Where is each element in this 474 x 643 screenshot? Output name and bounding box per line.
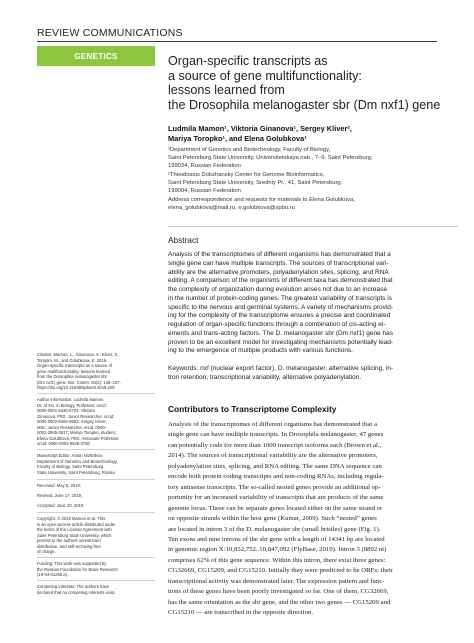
affiliation-line: ²Theodosius Dobzhansky Center for Genome Bioinformatics, (168, 171, 325, 178)
author-info-line: 0002-2965-3617; Mariya Toropko, student; (37, 430, 116, 436)
author-line: Mariya Toropko¹, and Elena Golubkova¹ (168, 134, 307, 144)
affiliation-line: 199034, Russian Federation (168, 163, 241, 170)
body-line: CG32669, CG15209, and CG15210. Initially they were predicted to be ORFs; their (168, 567, 393, 575)
author-list (168, 124, 458, 145)
received-date: Received: May 6, 2019; (37, 483, 81, 488)
sidebar-divider (37, 449, 155, 450)
editor-line: Faculty of Biology, Saint Petersburg (37, 464, 104, 470)
body-line: encode both protein coding transcripts and non-coding RNAs, including regula- (168, 473, 384, 481)
citation-line: (Dm nxf1) gene. Bio. Comm. 64(2): 146–157. (37, 379, 121, 385)
sidebar-copyright (37, 516, 155, 555)
funding-line: (19-04-01255 a). (37, 572, 69, 578)
editor-line: Manuscript Editor: Anton Nizhnikov, (37, 453, 103, 458)
author-info-line: Ginanova, PhD, Junior Researcher, orcid: (37, 413, 115, 419)
citation-line: from the Drosophila melanogaster sbr (37, 374, 108, 380)
body-line: tory antisense transcripts. The so-called nested genes provide an additional op- (168, 483, 381, 491)
body-line: genome locus. These can be separate genes located either on the same strand or (168, 504, 383, 512)
body-line: transcriptional activity was demonstrated later. The expression pattern and func- (168, 577, 385, 585)
body-line: can potentially code for more than 1000 transcript isoforms each (Brown et al., (168, 441, 382, 449)
funding-line: the Russian Foundation for Basic Research (37, 566, 118, 572)
body-line: in genomic region X:10,832,752..10,847,092 (FlyBase, 2019). Intron 3 (8892 nt) (168, 546, 387, 554)
affiliation-line: ¹Department of Genetics and Biotechnology, Faculty of Biology, (168, 147, 331, 153)
keywords (168, 365, 458, 383)
body-line: are located in intron 3 of the D. melanogaster sbr (small bristles) gene (Fig. 1). (168, 525, 381, 533)
editor-line: Department of Genetics and Biotechnology, (37, 458, 118, 464)
body-line: 2014). The sources of transcriptional variability are the alternative promoters, (168, 452, 378, 460)
affiliation-line: Saint Petersburg State University, Sredniy Pr., 41, Saint Petersburg, (168, 179, 343, 186)
affiliation-line: Saint Petersburg State University, Universitetskaya nab., 7–9, Saint Petersburg, (168, 155, 373, 162)
author-info-line: Elena Golubkova, PhD, Associate Professor, (37, 435, 120, 441)
author-info-line: MSc, Junior Researcher, orcid: 0000- (37, 424, 107, 430)
copyright-line: the terms of the License Agreement with (37, 527, 112, 533)
title-line: Organ-specific transcripts as (168, 54, 328, 68)
citation-doi-link[interactable]: https://doi.org/10.21638/spbu03.2019.206 (37, 385, 115, 391)
abstract-text (168, 251, 458, 356)
abstract-line: Analysis of the transcriptomes of different organisms has demonstrated that a (168, 251, 391, 258)
correspondence-email[interactable]: elena_golubkova@mail.ru, e.golubkova@spbu.ru (168, 205, 295, 212)
affiliations (168, 146, 458, 195)
citation-line: Toropko, M., and Golubkova, E. 2019. (37, 357, 108, 363)
sidebar-dates (37, 483, 155, 489)
citation-line: Citation: Mamon, L., Ginanova, V., Kliver, S., (37, 352, 120, 357)
title-line: a source of gene multifunctionality: (168, 68, 362, 83)
title-line: the Drosophila melanogaster sbr (Dm nxf1) gene (168, 97, 441, 112)
sidebar-dates (37, 493, 155, 499)
abstract-line: specific to the nervous and germinal systems. A variety of mechanisms provid- (168, 303, 394, 311)
revised-date: Revised: June 17, 2019; (37, 493, 83, 498)
abstract-line: ing for the complexity of the transcriptome ensures a precise and coordinated (168, 312, 391, 320)
funding-line: Funding: This work was supported by (37, 561, 107, 566)
sidebar-divider (37, 512, 155, 513)
abstract-line: in the number of protein-coding genes. The greatest variability of transcripts is (168, 294, 392, 302)
abstract-line: editing. A comparison of the organisms of different taxa has demonstrated that (168, 277, 393, 285)
citation-line: gene multifunctionality: lessons learned (37, 368, 111, 374)
abstract-line: regulation of organ-specific functions through a combination of cis-acting el- (168, 321, 386, 328)
abstract-line: ability are the alternative promoters, polyadenylation sites, splicing, and RNA (168, 268, 389, 276)
copyright-line: of charge. (37, 549, 56, 555)
sidebar-manuscript-editor (37, 453, 155, 475)
sidebar-divider (37, 479, 155, 480)
journal-section-header: REVIEW COMMUNICATIONS (37, 27, 183, 39)
correspondence (168, 196, 458, 212)
abstract-line: the complexity of organization during evolution arises not due to an increase (168, 286, 387, 293)
body-line: has the same orientation as the sbr gene, and the other two genes — CG15209 and (168, 598, 391, 606)
sidebar-author-info (37, 397, 155, 447)
sidebar-divider (37, 580, 155, 581)
author-info-line: 0000-0002-8464-9893; Sergey Kliver, (37, 419, 107, 425)
body-line: CG15210 — are transcribed in the opposite direction. (168, 609, 314, 617)
header-rule (37, 41, 437, 42)
copyright-line: Saint Petersburg State University, which (37, 532, 112, 538)
divider (168, 226, 458, 227)
editor-line: State University, Saint Petersburg, Russia (37, 469, 115, 475)
sidebar-funding (37, 561, 155, 578)
affiliation-line: 199004, Russian Federation (168, 188, 241, 195)
copyright-line: is an open-access article distributed under (37, 521, 116, 527)
body-line: comprises 62% of this gene sequence. Within this intron, there exist three genes: (168, 556, 386, 564)
body-line: Ten exons and nine introns of the sbr gene with a length of 14341 bp are located (168, 535, 385, 543)
body-line: portunity for an increased variability of transcripts that are products of the same (168, 494, 384, 502)
competing-line: declared that no competing interests exist. (37, 589, 116, 595)
abstract-heading: Abstract (168, 235, 199, 245)
author-line: Ludmila Mamon¹, Viktoria Ginanova¹, Sergey Kliver², (168, 124, 352, 133)
article-title (168, 54, 458, 112)
correspondence-line: Address correspondence and requests for materials to Elena Golubkova, (168, 197, 355, 203)
sidebar-citation (37, 352, 155, 391)
section-heading: Contributors to Transcriptome Complexity (168, 404, 337, 414)
body-line: on opposite strands within the host gene (Kumar, 2009). Such “nested” genes (168, 515, 377, 523)
sidebar-divider (37, 557, 155, 558)
author-info-line: orcid: 0000-0002-9528-3750 (37, 441, 90, 447)
keywords-line: tron retention, transcriptional variability, alternative polyadenylation. (168, 373, 362, 381)
accepted-date: Accepted: June 20, 2019. (37, 503, 85, 508)
copyright-line: Copyright: © 2019 Mamon et al. This (37, 516, 106, 521)
competing-line: Competing interests: The authors have (37, 584, 110, 589)
abstract-line: proven to be an excellent model for investigating mechanisms potentially lead- (168, 338, 394, 346)
sidebar-competing-interests (37, 584, 155, 595)
citation-line: Organ-specific transcripts as a source of (37, 363, 112, 369)
copyright-line: distribution, and self-archiving free (37, 543, 101, 549)
section-badge: GENETICS (37, 46, 155, 66)
sidebar-dates (37, 503, 155, 509)
copyright-line: permits to the authors unrestricted (37, 538, 101, 544)
body-line: single gene can have multiple transcripts. In Drosophila melanogaster, 47 genes (168, 431, 384, 439)
abstract-line: single gene can have multiple transcripts. The sources of transcriptional vari- (168, 259, 389, 267)
sidebar-divider (37, 393, 155, 394)
title-line: lessons learned from (168, 83, 285, 98)
body-line: tions of these genes have been poorly investigated so far. One of them, CG32669, (168, 588, 389, 596)
body-line: Analysis of the transcriptomes of different organisms has demonstrated that a (168, 421, 377, 428)
abstract-line: ing to the emergence of multiple products with various functions. (168, 347, 353, 355)
author-info-line: Author information: Ludmila Mamon, (37, 397, 105, 402)
author-info-line: 0000-0001-5330-0703; Viktoria (37, 408, 95, 414)
author-info-line: Dr. of Sci. in Biology, Professor, orcid: (37, 402, 107, 408)
abstract-line: ements and trans-acting factors. The D. melanogaster sbr (Dm nxf1) gene has (168, 329, 393, 337)
section-body (168, 420, 458, 619)
body-line: polyadenylation sites, splicing, and RNA editing. The same DNA sequence can (168, 462, 382, 470)
keywords-line: Keywords: nxf (nuclear export factor), D. melanogaster, alternative splicing, in- (168, 365, 394, 372)
